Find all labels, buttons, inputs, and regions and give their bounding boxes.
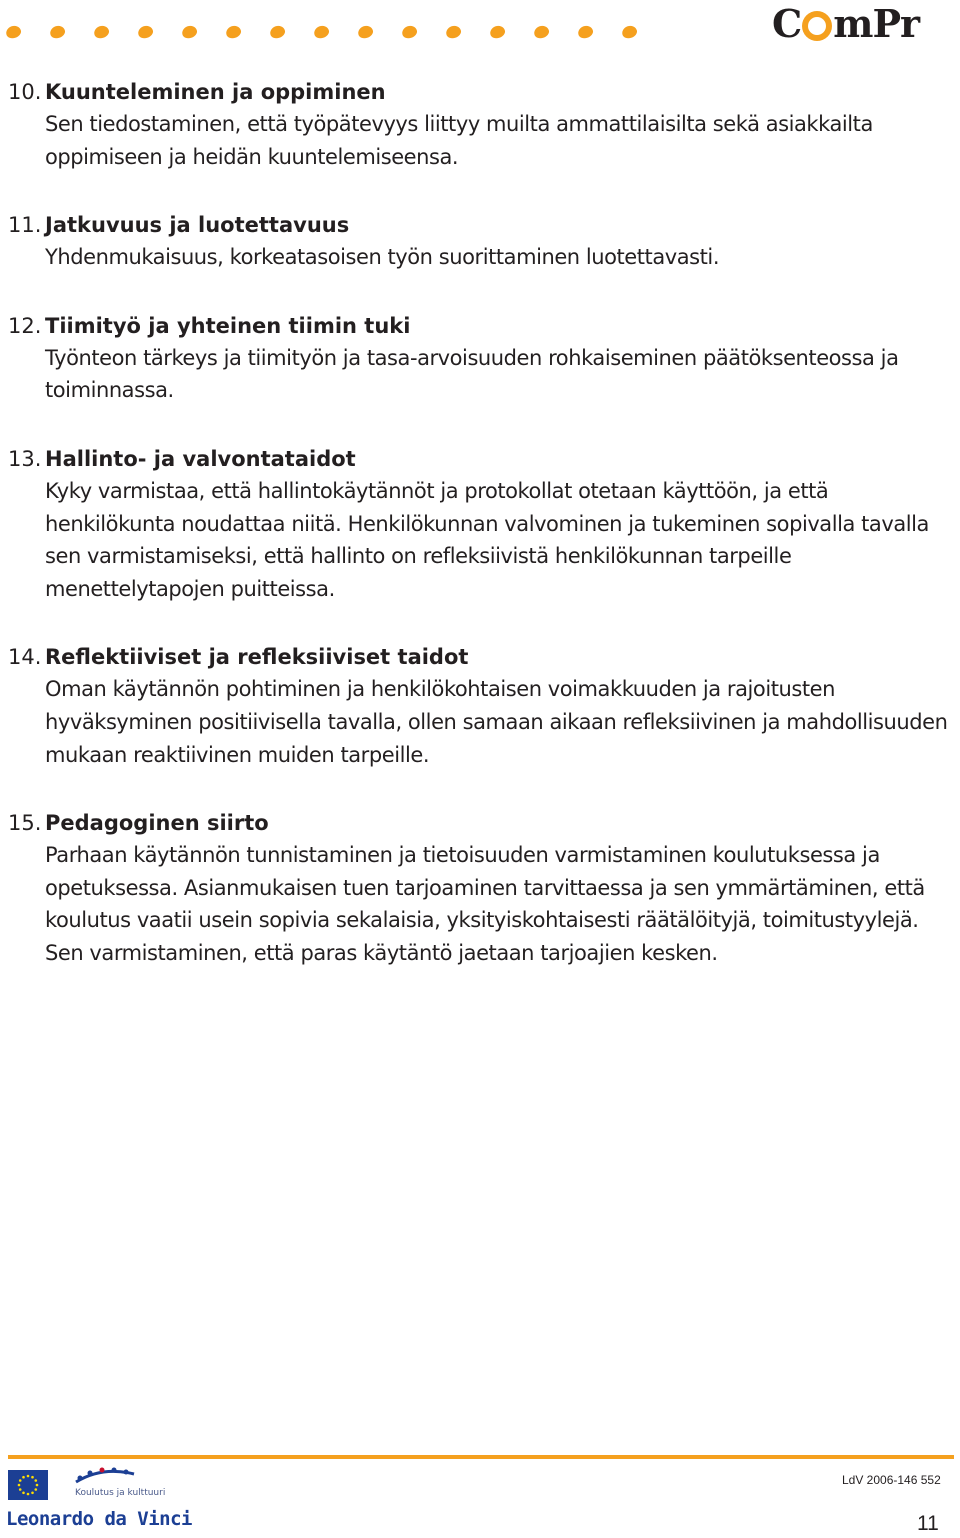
flag-star <box>36 1484 39 1487</box>
decorative-dot <box>49 24 67 40</box>
list-item <box>8 209 953 274</box>
list-item <box>8 76 953 173</box>
item-description: Kyky varmistaa, että hallintokäytännöt ja protokollat otetaan käyttöön, ja että henkilökunta noudattaa niitä. Henkilökunnan valvominen ja tukeminen sopivalla tavalla sen varmistamiseksi, että hallinto on refleksiivistä henkilökunnan tarpeille menettelytapojen puitteissa. <box>45 478 929 601</box>
item-heading: Hallinto- ja valvontataidot <box>45 446 356 471</box>
list-item <box>8 641 953 771</box>
item-heading: Kuunteleminen ja oppiminen <box>45 80 386 104</box>
page-number: 11 <box>917 1512 939 1535</box>
page-header <box>0 0 960 60</box>
item-title <box>8 807 953 839</box>
item-title <box>8 76 953 108</box>
flag-star <box>31 1491 34 1494</box>
list-item <box>8 807 953 969</box>
item-description: Yhdenmukaisuus, korkeatasoisen työn suorittaminen luotettavasti. <box>45 245 720 270</box>
eu-flag-icon <box>8 1470 48 1500</box>
people-arc-icon <box>72 1462 182 1506</box>
footer-divider <box>8 1455 954 1459</box>
flag-star <box>34 1488 37 1491</box>
flag-star <box>34 1479 37 1482</box>
item-description: Työnteon tärkeys ja tiimityön ja tasa-arvoisuuden rohkaiseminen päätöksenteossa ja toiminnassa. <box>45 345 899 403</box>
edu-culture-label: Koulutus ja kulttuuri <box>75 1488 166 1498</box>
decorative-dot <box>313 24 331 40</box>
item-number: 10. <box>8 80 42 104</box>
flag-star <box>31 1476 34 1479</box>
item-title <box>8 310 953 342</box>
item-title <box>8 641 953 673</box>
logo-letters-mpr: mPr <box>833 1 920 46</box>
logo-letter-c: C <box>772 1 802 46</box>
decorative-dot <box>401 24 419 40</box>
decorative-dot <box>93 24 111 40</box>
decorative-dot <box>489 24 507 40</box>
item-title <box>8 209 953 241</box>
item-title <box>8 443 953 475</box>
item-number: 14. <box>8 645 42 670</box>
flag-star <box>27 1475 30 1478</box>
decorative-dot <box>181 24 199 40</box>
decorative-dot <box>357 24 375 40</box>
logo-o-circle-icon <box>802 11 832 41</box>
decorative-dot <box>137 24 155 40</box>
decorative-dot <box>533 24 551 40</box>
flag-star <box>22 1491 25 1494</box>
flag-star <box>19 1479 22 1482</box>
decorative-dot <box>269 24 287 40</box>
item-heading: Tiimityö ja yhteinen tiimin tuki <box>45 313 411 338</box>
item-number: 13. <box>8 446 42 471</box>
item-heading: Pedagoginen siirto <box>45 811 269 836</box>
leonardo-da-vinci-label: Leonardo da Vinci <box>6 1508 192 1530</box>
decorative-dot <box>445 24 463 40</box>
flag-star <box>19 1488 22 1491</box>
item-heading: Reflektiiviset ja refleksiiviset taidot <box>45 645 469 670</box>
reference-code: LdV 2006-146 552 <box>842 1473 941 1487</box>
list-item <box>8 310 953 407</box>
item-number: 11. <box>8 213 42 238</box>
item-description: Oman käytännön pohtiminen ja henkilökohtaisen voimakkuuden ja rajoitusten hyväksyminen positiivisella tavalla, ollen samaan aikaan refleksiivinen ja mahdollisuuden mukaan reaktiivinen muiden tarpeille. <box>45 677 948 767</box>
item-description: Sen tiedostaminen, että työpätevyys liittyy muilta ammattilaisilta sekä asiakkailta oppimiseen ja heidän kuuntelemiseensa. <box>45 112 873 169</box>
flag-star <box>27 1493 30 1496</box>
list-item <box>8 443 953 605</box>
decorative-dot <box>225 24 243 40</box>
item-description: Parhaan käytännön tunnistaminen ja tietoisuuden varmistaminen koulutuksessa ja opetuksessa. Asianmukaisen tuen tarjoaminen tarvittaessa ja sen ymmärtäminen, että koulutus vaatii usein sopivia sekalaisia, yksityiskohtaisesti räätälöityjä, toimitustyylejä. Sen varmistaminen, että paras käytäntö jaetaan tarjoajien kesken. <box>45 843 925 965</box>
item-heading: Jatkuvuus ja luotettavuus <box>45 213 350 238</box>
competence-list <box>8 76 953 1006</box>
flag-star <box>18 1484 21 1487</box>
flag-star <box>22 1476 25 1479</box>
item-number: 12. <box>8 313 42 338</box>
compro-logo <box>772 2 942 46</box>
decorative-dot <box>5 24 23 40</box>
decorative-dot <box>621 24 639 40</box>
item-number: 15. <box>8 811 42 836</box>
decorative-dot <box>577 24 595 40</box>
